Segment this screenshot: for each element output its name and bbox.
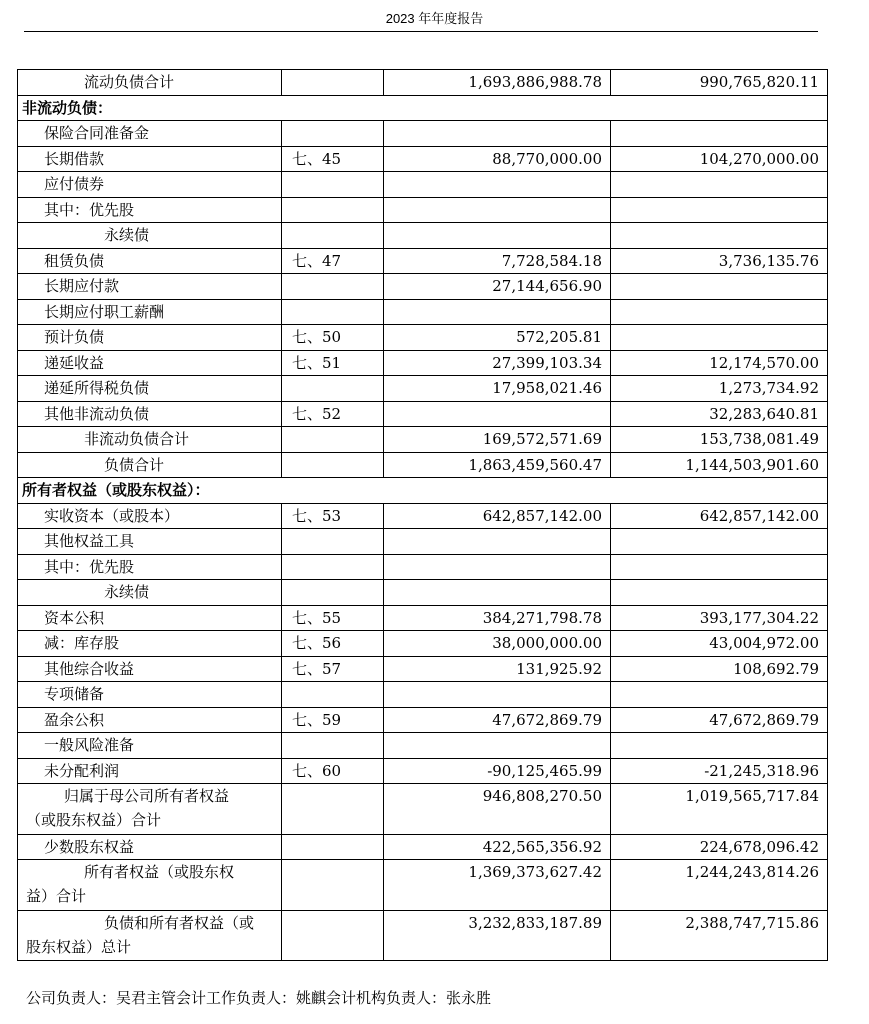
line-item-label-part: 负债和所有者权益（或 bbox=[104, 913, 255, 932]
prior-period-cell: 153,738,081.49 bbox=[611, 427, 828, 453]
prior-period-cell: 3,736,135.76 bbox=[611, 248, 828, 274]
table-row bbox=[18, 146, 828, 172]
table-row bbox=[18, 784, 828, 835]
prior-period-cell bbox=[611, 529, 828, 555]
prior-period-cell bbox=[611, 325, 828, 351]
line-item-label: 其他权益工具 bbox=[18, 529, 282, 555]
prior-period-cell bbox=[611, 733, 828, 759]
prior-period-cell: 1,244,243,814.26 bbox=[611, 860, 828, 911]
prior-period-cell: 1,273,734.92 bbox=[611, 376, 828, 402]
current-period-cell: 422,565,356.92 bbox=[384, 834, 611, 860]
line-item-label: 其他非流动负债 bbox=[18, 401, 282, 427]
table-row bbox=[18, 503, 828, 529]
line-item-label: 其中：优先股 bbox=[18, 554, 282, 580]
prior-period-cell bbox=[611, 274, 828, 300]
prior-period-cell: 990,765,820.11 bbox=[611, 70, 828, 96]
table-row bbox=[18, 350, 828, 376]
line-item-label: 少数股东权益 bbox=[18, 834, 282, 860]
line-item-label: 预计负债 bbox=[18, 325, 282, 351]
note-ref-cell: 七、47 bbox=[282, 248, 384, 274]
table-row bbox=[18, 121, 828, 147]
prior-period-cell bbox=[611, 172, 828, 198]
note-ref-cell bbox=[282, 121, 384, 147]
current-period-cell bbox=[384, 478, 611, 504]
table-row bbox=[18, 172, 828, 198]
table-row bbox=[18, 554, 828, 580]
note-ref-cell: 七、51 bbox=[282, 350, 384, 376]
prior-period-cell: 1,019,565,717.84 bbox=[611, 784, 828, 835]
note-ref-cell: 七、60 bbox=[282, 758, 384, 784]
table-row bbox=[18, 299, 828, 325]
line-item-label-part: 股东权益）总计 bbox=[26, 937, 132, 956]
table-row bbox=[18, 733, 828, 759]
note-ref-cell bbox=[282, 376, 384, 402]
prior-period-cell: 642,857,142.00 bbox=[611, 503, 828, 529]
line-item-label: 专项储备 bbox=[18, 682, 282, 708]
note-ref-cell bbox=[282, 70, 384, 96]
note-ref-cell bbox=[282, 95, 384, 121]
prior-period-cell bbox=[611, 682, 828, 708]
current-period-cell bbox=[384, 299, 611, 325]
table-row bbox=[18, 656, 828, 682]
balance-sheet-table bbox=[17, 69, 828, 961]
table-row bbox=[18, 834, 828, 860]
current-period-cell: 642,857,142.00 bbox=[384, 503, 611, 529]
line-item-label bbox=[18, 860, 282, 911]
line-item-label-part: 所有者权益（或股东权 bbox=[84, 863, 235, 881]
note-ref-cell: 七、56 bbox=[282, 631, 384, 657]
current-period-cell: 384,271,798.78 bbox=[384, 605, 611, 631]
prior-period-cell: -21,245,318.96 bbox=[611, 758, 828, 784]
line-item-label: 递延所得税负债 bbox=[18, 376, 282, 402]
line-item-label: 长期借款 bbox=[18, 146, 282, 172]
note-ref-cell bbox=[282, 529, 384, 555]
line-item-label: 应付债券 bbox=[18, 172, 282, 198]
note-ref-cell: 七、52 bbox=[282, 401, 384, 427]
note-ref-cell bbox=[282, 197, 384, 223]
prior-period-cell bbox=[611, 121, 828, 147]
current-period-cell bbox=[384, 95, 611, 121]
current-period-cell bbox=[384, 554, 611, 580]
table-row bbox=[18, 860, 828, 911]
current-period-cell bbox=[384, 401, 611, 427]
line-item-label: 永续债 bbox=[18, 580, 282, 606]
table-row bbox=[18, 529, 828, 555]
table-row bbox=[18, 580, 828, 606]
note-ref-cell: 七、50 bbox=[282, 325, 384, 351]
prior-period-cell: 2,388,747,715.86 bbox=[611, 910, 828, 961]
note-ref-cell bbox=[282, 427, 384, 453]
note-ref-cell bbox=[282, 784, 384, 835]
line-item-label: 资本公积 bbox=[18, 605, 282, 631]
current-period-cell: 38,000,000.00 bbox=[384, 631, 611, 657]
current-period-cell: -90,125,465.99 bbox=[384, 758, 611, 784]
prior-period-cell: 1,144,503,901.60 bbox=[611, 452, 828, 478]
line-item-label-part: 归属于母公司所有者权益 bbox=[64, 787, 230, 805]
prior-period-cell bbox=[611, 197, 828, 223]
table-row bbox=[18, 325, 828, 351]
current-period-cell: 946,808,270.50 bbox=[384, 784, 611, 835]
note-ref-cell bbox=[282, 834, 384, 860]
prior-period-cell: 32,283,640.81 bbox=[611, 401, 828, 427]
note-ref-cell bbox=[282, 478, 384, 504]
table-row bbox=[18, 758, 828, 784]
note-ref-cell bbox=[282, 223, 384, 249]
signature-line: 公司负责人：吴君主管会计工作负责人：姚麒会计机构负责人：张永胜 bbox=[26, 991, 492, 1007]
current-period-cell: 1,369,373,627.42 bbox=[384, 860, 611, 911]
note-ref-cell bbox=[282, 682, 384, 708]
table-row bbox=[18, 274, 828, 300]
note-ref-cell: 七、59 bbox=[282, 707, 384, 733]
table-row bbox=[18, 248, 828, 274]
note-ref-cell bbox=[282, 554, 384, 580]
prior-period-cell: 104,270,000.00 bbox=[611, 146, 828, 172]
current-period-cell: 3,232,833,187.89 bbox=[384, 910, 611, 961]
note-ref-cell: 七、53 bbox=[282, 503, 384, 529]
table-row bbox=[18, 707, 828, 733]
note-ref-cell bbox=[282, 910, 384, 961]
table-row bbox=[18, 427, 828, 453]
prior-period-cell: 393,177,304.22 bbox=[611, 605, 828, 631]
table-row bbox=[18, 605, 828, 631]
prior-period-cell: 224,678,096.42 bbox=[611, 834, 828, 860]
current-period-cell: 1,693,886,988.78 bbox=[384, 70, 611, 96]
balance-sheet-body bbox=[18, 70, 828, 961]
current-period-cell bbox=[384, 733, 611, 759]
line-item-label: 流动负债合计 bbox=[18, 70, 282, 96]
table-row bbox=[18, 223, 828, 249]
prior-period-cell: 43,004,972.00 bbox=[611, 631, 828, 657]
table-row bbox=[18, 401, 828, 427]
prior-period-cell: 47,672,869.79 bbox=[611, 707, 828, 733]
current-period-cell: 27,399,103.34 bbox=[384, 350, 611, 376]
current-period-cell bbox=[384, 580, 611, 606]
table-row bbox=[18, 70, 828, 96]
line-item-label: 非流动负债合计 bbox=[18, 427, 282, 453]
line-item-label: 其中：优先股 bbox=[18, 197, 282, 223]
current-period-cell: 17,958,021.46 bbox=[384, 376, 611, 402]
table-row bbox=[18, 910, 828, 961]
line-item-label: 递延收益 bbox=[18, 350, 282, 376]
table-row bbox=[18, 376, 828, 402]
header-rule bbox=[24, 31, 818, 32]
table-row bbox=[18, 452, 828, 478]
line-item-label-part: （或股东权益）合计 bbox=[26, 811, 162, 829]
line-item-label: 保险合同准备金 bbox=[18, 121, 282, 147]
line-item-label: 一般风险准备 bbox=[18, 733, 282, 759]
current-period-cell bbox=[384, 529, 611, 555]
current-period-cell: 131,925.92 bbox=[384, 656, 611, 682]
current-period-cell bbox=[384, 172, 611, 198]
line-item-label: 实收资本（或股本） bbox=[18, 503, 282, 529]
note-ref-cell: 七、57 bbox=[282, 656, 384, 682]
line-item-label: 未分配利润 bbox=[18, 758, 282, 784]
line-item-label: 永续债 bbox=[18, 223, 282, 249]
note-ref-cell bbox=[282, 580, 384, 606]
section-row bbox=[18, 478, 828, 504]
line-item-label: 负债合计 bbox=[18, 452, 282, 478]
note-ref-cell bbox=[282, 860, 384, 911]
current-period-cell bbox=[384, 223, 611, 249]
prior-period-cell bbox=[611, 580, 828, 606]
current-period-cell: 47,672,869.79 bbox=[384, 707, 611, 733]
prior-period-cell bbox=[611, 299, 828, 325]
current-period-cell: 7,728,584.18 bbox=[384, 248, 611, 274]
note-ref-cell bbox=[282, 452, 384, 478]
prior-period-cell bbox=[611, 223, 828, 249]
line-item-label: 减：库存股 bbox=[18, 631, 282, 657]
note-ref-cell bbox=[282, 299, 384, 325]
note-ref-cell bbox=[282, 172, 384, 198]
current-period-cell: 88,770,000.00 bbox=[384, 146, 611, 172]
current-period-cell: 27,144,656.90 bbox=[384, 274, 611, 300]
page-header: 2023 年年度报告 bbox=[385, 11, 484, 26]
current-period-cell: 1,863,459,560.47 bbox=[384, 452, 611, 478]
prior-period-cell bbox=[611, 478, 828, 504]
line-item-label: 长期应付款 bbox=[18, 274, 282, 300]
line-item-label: 其他综合收益 bbox=[18, 656, 282, 682]
section-row bbox=[18, 95, 828, 121]
current-period-cell: 572,205.81 bbox=[384, 325, 611, 351]
prior-period-cell bbox=[611, 554, 828, 580]
prior-period-cell bbox=[611, 95, 828, 121]
line-item-label bbox=[18, 910, 282, 961]
note-ref-cell bbox=[282, 733, 384, 759]
table-row bbox=[18, 682, 828, 708]
line-item-label-part: 益）合计 bbox=[26, 887, 87, 905]
line-item-label: 盈余公积 bbox=[18, 707, 282, 733]
prior-period-cell: 12,174,570.00 bbox=[611, 350, 828, 376]
current-period-cell: 169,572,571.69 bbox=[384, 427, 611, 453]
note-ref-cell: 七、45 bbox=[282, 146, 384, 172]
prior-period-cell: 108,692.79 bbox=[611, 656, 828, 682]
note-ref-cell: 七、55 bbox=[282, 605, 384, 631]
line-item-label: 所有者权益（或股东权益）： bbox=[18, 478, 282, 504]
line-item-label: 非流动负债： bbox=[18, 95, 282, 121]
table-row bbox=[18, 631, 828, 657]
note-ref-cell bbox=[282, 274, 384, 300]
current-period-cell bbox=[384, 121, 611, 147]
line-item-label: 长期应付职工薪酬 bbox=[18, 299, 282, 325]
line-item-label bbox=[18, 784, 282, 835]
current-period-cell bbox=[384, 197, 611, 223]
table-row bbox=[18, 197, 828, 223]
line-item-label: 租赁负债 bbox=[18, 248, 282, 274]
current-period-cell bbox=[384, 682, 611, 708]
